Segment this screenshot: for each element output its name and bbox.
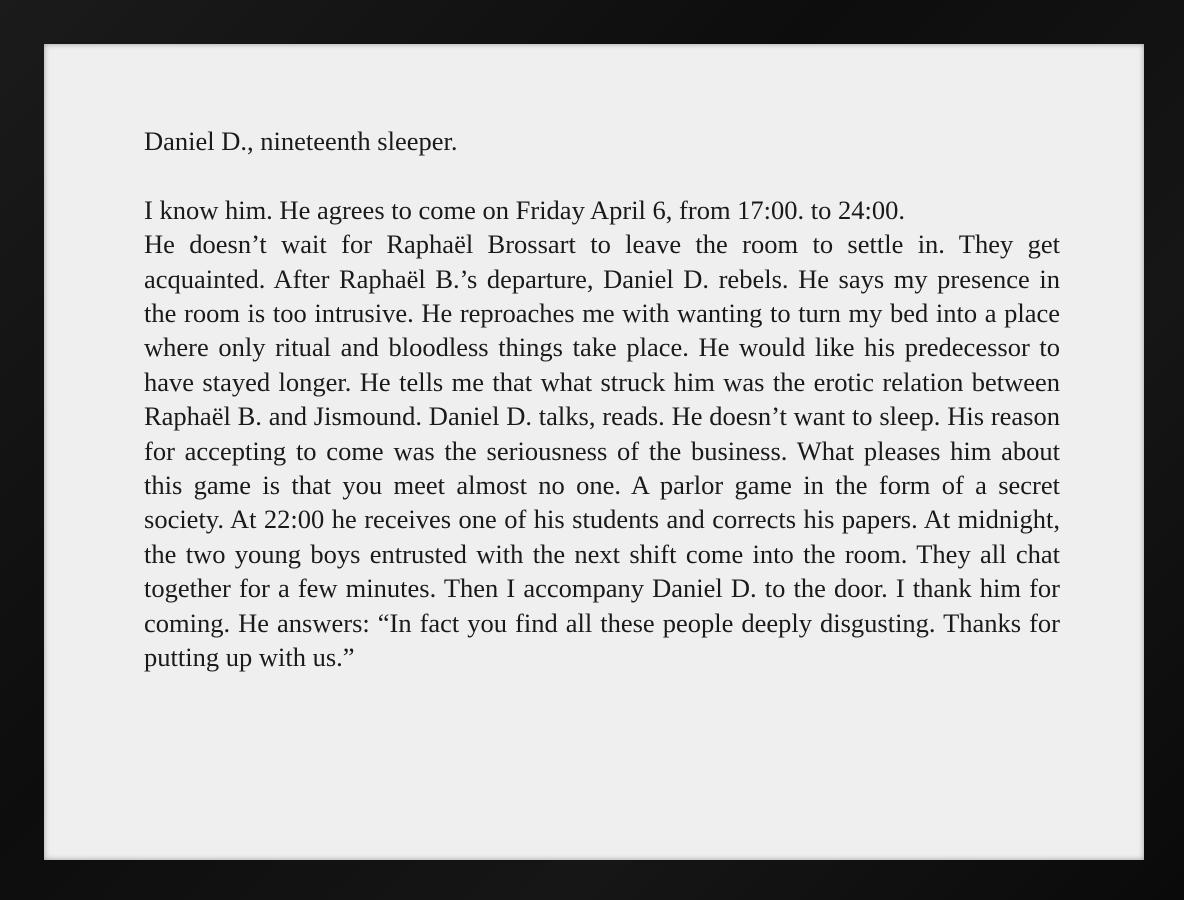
intro-line: I know him. He agrees to come on Friday April 6, from 17:00. to 24:00. <box>144 194 906 225</box>
text-block <box>144 124 1060 674</box>
paragraph-spacer <box>144 158 1060 192</box>
body-paragraph: He doesn’t wait for Raphaël Brossart to leave the room to settle in. They get acquainted. After Raphaël B.’s departure, Daniel D. rebels. He says my presence in the room is too intrusive. He reproaches me with wanting to turn my bed into a place where only ritual and bloodless things take place. He would like his predecessor to have stayed longer. He tells me that what struck him was the erotic relation between Raphaël B. and Jismound. Daniel D. talks, reads. He doesn’t want to sleep. His reason for accepting to come was the seriousness of the business. What pleases him about this game is that you meet almost no one. A parlor game in the form of a secret society. At 22:00 he receives one of his students and corrects his papers. At midnight, the two young boys entrusted with the next shift come into the room. They all chat together for a few minutes. Then I accompany Daniel D. to the door. I thank him for coming. He answers: “In fact you find all these people deeply disgusting. Thanks for putting up with us.” <box>144 229 1060 673</box>
document-title: Daniel D., nineteenth sleeper. <box>144 126 458 156</box>
paper-sheet <box>44 44 1144 860</box>
